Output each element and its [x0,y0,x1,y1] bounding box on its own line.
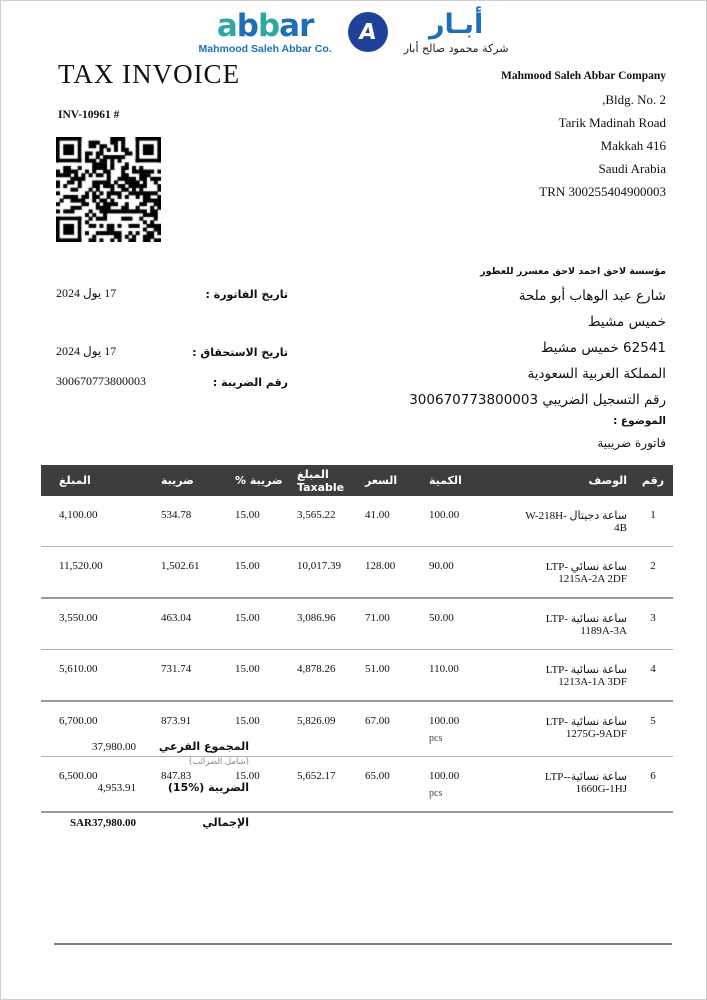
quantity-value: 50.00 [429,612,454,624]
amount-cell: 11,520.00 [59,560,103,572]
quantity-cell [428,701,520,757]
abbar-wordmark-icon [199,8,332,44]
detail-value: 17 يول 2024 [56,344,117,358]
quantity-value: 100.00 [429,509,460,521]
row-number-cell: 5 [650,715,656,727]
description-cell: ساعة نسائي LTP-1215A-2A 2DF [545,561,627,585]
total-row [41,740,249,767]
company-address-line: TRN 300255404900003 [539,184,666,199]
taxable-cell: 5,826.09 [297,715,336,727]
quantity-cell [428,598,520,650]
subject-value: فاتورة ضريبية [597,436,666,450]
abbar-arabic-logo [404,11,509,55]
price-cell: 65.00 [365,770,390,782]
price-cell: 41.00 [365,509,390,521]
item-row [41,598,673,650]
item-row [41,650,673,702]
column-header-tax_pct: ضريبة % [234,465,296,496]
abbar-circle-icon [348,12,388,52]
taxable-cell: 3,565.22 [297,509,336,521]
column-header-no: رقم [633,465,673,496]
customer-address-line: شارع عبد الوهاب أبو ملحة [518,288,666,304]
tax-cell: 463.04 [161,612,192,624]
tax-cell: 534.78 [161,509,192,521]
taxable-cell: 5,652.17 [297,770,336,782]
company-address-line: Saudi Arabia [598,161,666,176]
company-address [501,65,666,203]
customer-name: مؤسسة لاحق احمد لاحق معسرر للعطور [480,266,666,277]
abbar-arabic-wordmark-icon: أبـار [428,9,484,40]
abbar-letter: a [279,8,300,44]
quantity-cell [428,547,520,599]
abbar-logo-caption: Mahmood Saleh Abbar Co. [198,43,332,55]
total-sublabel: (شامل الضرائب) [188,757,249,767]
quantity-unit: pcs [429,788,443,799]
tax-cell: 731.74 [161,663,192,675]
quantity-value: 90.00 [429,560,454,572]
quantity-unit: pcs [429,733,443,744]
item-row [41,496,673,547]
detail-value: 17 يول 2024 [56,286,117,300]
detail-value: 300670773800003 [56,374,146,388]
taxable-cell: 4,878.26 [297,663,336,675]
logo-row [1,8,706,55]
description-cell: ساعة نسائية-LTP-1660G-1HJ [544,771,627,795]
detail-label: رقم الضريبة : [212,376,288,389]
total-label: الإجمالي [202,816,249,829]
tax-percent-cell: 15.00 [235,663,260,675]
detail-label: تاريخ الاستحقاق : [192,346,288,359]
column-header-amount: المبلغ [41,465,160,496]
row-number-cell: 4 [650,663,656,675]
invoice-number: INV-10961 # [58,109,120,121]
quantity-cell [428,757,520,813]
invoice-title: TAX INVOICE [58,59,241,89]
description-cell: ساعة نسائية LTP-1275G-9ADF [545,716,627,740]
quantity-value: 100.00 [429,770,460,782]
customer-address-line: خميس مشيط [588,314,666,330]
quantity-cell [428,496,520,547]
line-items-header [41,465,673,496]
quantity-value: 110.00 [429,663,459,675]
description-cell: ساعة نسائية LTP-1213A-1A 3DF [545,664,627,688]
abbar-arabic-caption: شركة محمود صالح أبار [403,42,509,55]
company-address-line: Tarik Madinah Road [558,115,666,130]
subject-block [597,415,666,450]
amount-cell: 6,700.00 [59,715,98,727]
row-number-cell: 2 [650,560,656,572]
customer-address-line: المملكة العربية السعودية [527,366,666,382]
subject-label: الموضوع : [613,415,666,427]
tax-cell: 873.91 [161,715,192,727]
amount-cell: 5,610.00 [59,663,98,675]
description-cell: ساعة نسائية LTP-1189A-3A [545,613,627,637]
tax-cell: 1,502.61 [161,560,200,572]
row-number-cell: 6 [650,770,656,782]
company-address-line: Makkah 416 [600,138,666,153]
total-row [41,816,249,829]
total-label: المجموع الفرعي (شامل الضرائب) [136,740,249,767]
row-number-cell: 3 [650,612,656,624]
total-value: SAR37,980.00 [69,817,136,829]
price-cell: 128.00 [365,560,396,572]
detail-row [56,286,288,308]
tax-percent-cell: 15.00 [235,770,260,782]
row-number-cell: 1 [650,509,656,521]
tax-cell: 847.83 [161,770,192,782]
abbar-letter: a [216,8,237,44]
price-cell: 51.00 [365,663,390,675]
amount-cell: 4,100.00 [59,509,98,521]
column-header-taxable: المبلغ Taxable [296,465,364,496]
tax-percent-cell: 15.00 [235,715,260,727]
abbar-letter: r [299,8,314,44]
description-cell: ساعة دجيتال W-218H-4B [525,510,627,534]
company-name: Mahmood Saleh Abbar Company [501,70,666,82]
quantity-cell [428,650,520,702]
tax-percent-cell: 15.00 [235,509,260,521]
qr-code-icon [56,137,161,242]
column-header-tax: ضريبة [160,465,234,496]
invoice-detail-rows [56,286,288,396]
detail-row [56,344,288,366]
abbar-letter: b [236,8,258,44]
customer-address-lines [409,283,666,413]
totals-block [41,740,249,829]
abbar-circle-letter: A [357,19,378,45]
detail-label: تاريخ الفاتورة : [205,288,288,301]
price-cell: 67.00 [365,715,390,727]
quantity-value: 100.00 [429,715,460,727]
abbar-letter: b [257,8,280,44]
amount-cell: 6,500.00 [59,770,98,782]
customer-address-line: 62541 خميس مشيط [540,340,666,356]
amount-cell: 3,550.00 [59,612,98,624]
price-cell: 71.00 [365,612,390,624]
detail-row [56,374,288,396]
tax-percent-cell: 15.00 [235,560,260,572]
taxable-cell: 3,086.96 [297,612,336,624]
company-address-lines [501,88,666,203]
tax-percent-cell: 15.00 [235,612,260,624]
bottom-rule [54,943,672,945]
total-label: الضريبة (%15) [167,781,249,794]
total-value: 37,980.00 [92,741,136,753]
column-header-qty: الكمية [428,465,520,496]
company-address-line: ,Bldg. No. 2 [602,92,666,107]
taxable-cell: 10,017.39 [297,560,341,572]
customer-address-line: رقم التسجيل الضريبي 300670773800003 [409,392,666,408]
column-header-desc: الوصف [520,465,633,496]
column-header-price: السعر [364,465,428,496]
total-value: 4,953.91 [97,782,136,794]
abbar-logo [198,8,332,55]
item-row [41,547,673,599]
total-row [41,781,249,794]
customer-block [409,261,666,413]
